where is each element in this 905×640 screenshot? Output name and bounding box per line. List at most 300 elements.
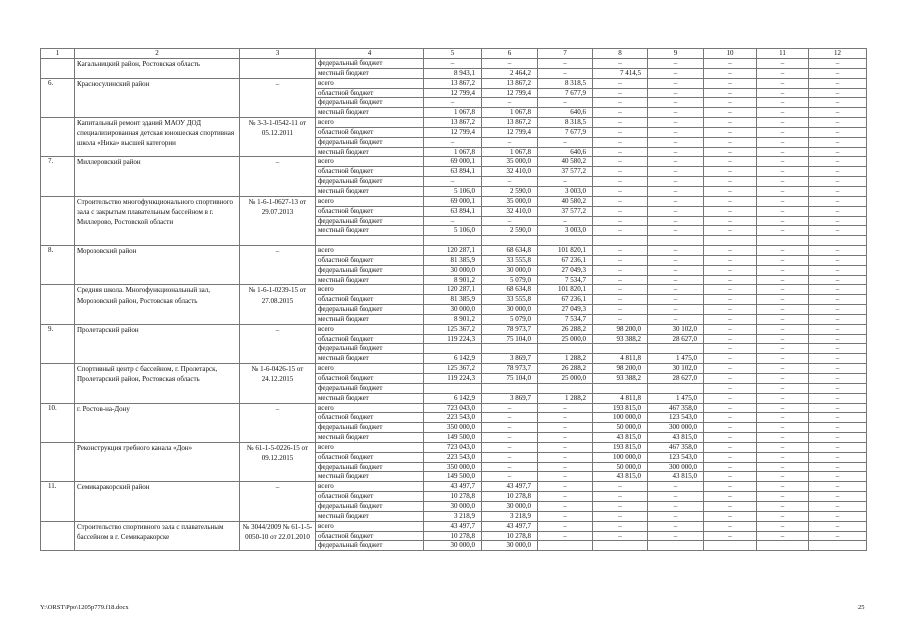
amount-cell: – <box>757 127 809 137</box>
amount-cell <box>593 236 648 246</box>
table-row <box>41 364 867 374</box>
amount-cell: 8 901,2 <box>424 275 482 285</box>
amount-cell: – <box>809 147 867 157</box>
amount-cell: – <box>757 216 809 226</box>
amount-cell: 3 218,9 <box>482 511 538 521</box>
amount-cell: 12 799,4 <box>424 88 482 98</box>
amount-cell <box>593 383 648 393</box>
amount-cell: – <box>809 137 867 147</box>
amount-cell: 13 867,2 <box>482 118 538 128</box>
amount-cell: – <box>538 98 593 108</box>
column-number-header: 12 <box>809 49 867 59</box>
amount-cell: – <box>809 285 867 295</box>
amount-cell: 5 079,0 <box>482 314 538 324</box>
amount-cell: – <box>757 334 809 344</box>
amount-cell: – <box>704 108 757 118</box>
amount-cell: 43 815,0 <box>648 472 704 482</box>
amount-cell: 223 543,0 <box>424 413 482 423</box>
amount-cell: – <box>809 334 867 344</box>
amount-cell: – <box>757 344 809 354</box>
amount-cell: – <box>648 59 704 69</box>
amount-cell: – <box>809 206 867 216</box>
budget-source-cell: областной бюджет <box>316 167 424 177</box>
amount-cell: – <box>482 452 538 462</box>
table-row <box>41 442 867 452</box>
object-name-cell: Строительство многофункционального спортивного зала с закрытым плавательным бассейном в г. Миллерово, Ростовской области <box>75 196 240 245</box>
amount-cell: – <box>809 472 867 482</box>
column-number-header: 6 <box>482 49 538 59</box>
amount-cell: 30 000,0 <box>424 541 482 551</box>
amount-cell: 68 634,8 <box>482 246 538 256</box>
amount-cell: – <box>809 501 867 511</box>
amount-cell: – <box>757 196 809 206</box>
item-number-cell <box>41 118 75 157</box>
amount-cell: – <box>757 511 809 521</box>
amount-cell: – <box>809 255 867 265</box>
amount-cell: – <box>704 501 757 511</box>
amount-cell: – <box>593 285 648 295</box>
amount-cell: – <box>704 423 757 433</box>
amount-cell: – <box>648 492 704 502</box>
amount-cell: – <box>648 68 704 78</box>
registration-number-cell: № 1-6-1-0239-15 от 27.08.2015 <box>240 285 316 324</box>
amount-cell: 33 555,8 <box>482 295 538 305</box>
amount-cell: – <box>593 531 648 541</box>
amount-cell: 8 901,2 <box>424 314 482 324</box>
table-row <box>41 246 867 256</box>
amount-cell: 30 102,0 <box>648 364 704 374</box>
amount-cell: – <box>704 442 757 452</box>
amount-cell: – <box>704 305 757 315</box>
amount-cell: – <box>593 167 648 177</box>
amount-cell: – <box>809 88 867 98</box>
amount-cell: 37 577,2 <box>538 167 593 177</box>
amount-cell: – <box>809 531 867 541</box>
amount-cell: – <box>757 108 809 118</box>
budget-source-cell: всего <box>316 196 424 206</box>
amount-cell: – <box>538 68 593 78</box>
amount-cell: – <box>704 482 757 492</box>
amount-cell: – <box>809 462 867 472</box>
amount-cell: – <box>704 511 757 521</box>
amount-cell: 10 278,8 <box>424 531 482 541</box>
amount-cell: 63 894,1 <box>424 206 482 216</box>
amount-cell: 26 288,2 <box>538 324 593 334</box>
budget-source-cell: местный бюджет <box>316 68 424 78</box>
amount-cell: 1 475,0 <box>648 354 704 364</box>
amount-cell: – <box>757 462 809 472</box>
amount-cell: – <box>809 393 867 403</box>
budget-source-cell: местный бюджет <box>316 226 424 236</box>
amount-cell: – <box>648 177 704 187</box>
amount-cell: – <box>757 88 809 98</box>
amount-cell: – <box>704 177 757 187</box>
amount-cell: 1 067,8 <box>424 147 482 157</box>
amount-cell: 63 894,1 <box>424 167 482 177</box>
amount-cell: 149 500,0 <box>424 472 482 482</box>
amount-cell: – <box>482 98 538 108</box>
amount-cell: – <box>593 511 648 521</box>
amount-cell <box>648 383 704 393</box>
amount-cell: 1 288,2 <box>538 354 593 364</box>
registration-number-cell: – <box>240 482 316 521</box>
amount-cell: – <box>809 216 867 226</box>
item-number-cell: 6. <box>41 78 75 117</box>
amount-cell: – <box>809 167 867 177</box>
amount-cell: – <box>757 442 809 452</box>
amount-cell: 5 079,0 <box>482 275 538 285</box>
amount-cell: 101 820,1 <box>538 246 593 256</box>
amount-cell: – <box>809 383 867 393</box>
amount-cell <box>424 236 482 246</box>
item-number-cell <box>41 442 75 481</box>
amount-cell: 350 000,0 <box>424 423 482 433</box>
amount-cell: 100 000,0 <box>593 452 648 462</box>
budget-source-cell: всего <box>316 521 424 531</box>
amount-cell: – <box>757 383 809 393</box>
budget-source-cell: всего <box>316 403 424 413</box>
amount-cell: – <box>809 186 867 196</box>
table-row <box>41 118 867 128</box>
amount-cell: – <box>593 216 648 226</box>
object-name-cell: Реконструкция гребного канала «Дон» <box>75 442 240 481</box>
amount-cell: – <box>424 216 482 226</box>
amount-cell: 75 104,0 <box>482 374 538 384</box>
amount-cell: 4 811,8 <box>593 393 648 403</box>
amount-cell: – <box>757 157 809 167</box>
amount-cell: – <box>538 433 593 443</box>
amount-cell: 123 543,0 <box>648 413 704 423</box>
amount-cell: – <box>424 98 482 108</box>
table-row <box>41 157 867 167</box>
registration-number-cell: – <box>240 157 316 196</box>
amount-cell: – <box>809 314 867 324</box>
budget-source-cell: федеральный бюджет <box>316 423 424 433</box>
amount-cell: 43 497,7 <box>424 482 482 492</box>
amount-cell: – <box>593 226 648 236</box>
budget-source-cell: областной бюджет <box>316 531 424 541</box>
amount-cell: 640,6 <box>538 147 593 157</box>
amount-cell: 193 815,0 <box>593 442 648 452</box>
amount-cell: – <box>593 501 648 511</box>
amount-cell: 467 358,0 <box>648 442 704 452</box>
item-number-cell: 9. <box>41 324 75 363</box>
amount-cell: – <box>593 255 648 265</box>
amount-cell: – <box>809 118 867 128</box>
amount-cell: – <box>648 196 704 206</box>
amount-cell: – <box>704 59 757 69</box>
object-name-cell: Морозовский район <box>75 246 240 285</box>
amount-cell: 68 634,8 <box>482 285 538 295</box>
amount-cell: – <box>809 246 867 256</box>
amount-cell: 93 388,2 <box>593 374 648 384</box>
amount-cell: – <box>757 137 809 147</box>
item-number-cell <box>41 285 75 324</box>
amount-cell: 10 278,8 <box>482 531 538 541</box>
amount-cell: 723 043,0 <box>424 442 482 452</box>
amount-cell: – <box>648 216 704 226</box>
amount-cell: – <box>704 137 757 147</box>
budget-source-cell: местный бюджет <box>316 314 424 324</box>
amount-cell: – <box>704 374 757 384</box>
amount-cell: – <box>538 216 593 226</box>
amount-cell: – <box>809 78 867 88</box>
amount-cell: – <box>538 482 593 492</box>
budget-source-cell: федеральный бюджет <box>316 541 424 551</box>
amount-cell: 223 543,0 <box>424 452 482 462</box>
amount-cell: – <box>757 78 809 88</box>
amount-cell: – <box>704 334 757 344</box>
budget-source-cell: местный бюджет <box>316 186 424 196</box>
amount-cell: – <box>648 531 704 541</box>
amount-cell: – <box>538 511 593 521</box>
amount-cell: – <box>757 364 809 374</box>
amount-cell: 50 000,0 <box>593 462 648 472</box>
amount-cell: – <box>757 186 809 196</box>
amount-cell <box>809 541 867 551</box>
amount-cell <box>424 383 482 393</box>
amount-cell: 125 367,2 <box>424 364 482 374</box>
budget-source-cell: всего <box>316 118 424 128</box>
amount-cell <box>538 236 593 246</box>
budget-source-cell: областной бюджет <box>316 492 424 502</box>
budget-source-cell: местный бюджет <box>316 433 424 443</box>
amount-cell: – <box>809 108 867 118</box>
amount-cell: – <box>538 423 593 433</box>
amount-cell: – <box>757 206 809 216</box>
amount-cell: – <box>757 147 809 157</box>
amount-cell: 13 867,2 <box>424 118 482 128</box>
amount-cell <box>648 541 704 551</box>
amount-cell: 40 580,2 <box>538 157 593 167</box>
budget-source-cell: федеральный бюджет <box>316 216 424 226</box>
amount-cell: 7 677,9 <box>538 127 593 137</box>
amount-cell: – <box>757 167 809 177</box>
amount-cell: – <box>593 521 648 531</box>
amount-cell: 30 000,0 <box>482 305 538 315</box>
amount-cell: – <box>538 413 593 423</box>
amount-cell: 119 224,3 <box>424 374 482 384</box>
amount-cell: – <box>757 531 809 541</box>
amount-cell: – <box>593 492 648 502</box>
amount-cell: – <box>704 403 757 413</box>
amount-cell: 10 278,8 <box>482 492 538 502</box>
amount-cell: 32 410,0 <box>482 206 538 216</box>
amount-cell: – <box>757 226 809 236</box>
amount-cell: – <box>482 472 538 482</box>
amount-cell: 43 815,0 <box>593 433 648 443</box>
amount-cell: – <box>809 59 867 69</box>
amount-cell: – <box>704 472 757 482</box>
amount-cell: 81 385,9 <box>424 295 482 305</box>
amount-cell: – <box>757 324 809 334</box>
budget-source-cell: всего <box>316 482 424 492</box>
amount-cell: 125 367,2 <box>424 324 482 334</box>
amount-cell <box>704 236 757 246</box>
amount-cell: – <box>809 68 867 78</box>
budget-table <box>40 48 867 551</box>
registration-number-cell: № 3044/2009 № 61-1-5-0050-10 от 22.01.2010 <box>240 521 316 551</box>
amount-cell: – <box>809 127 867 137</box>
amount-cell: – <box>593 295 648 305</box>
amount-cell: – <box>809 511 867 521</box>
amount-cell: – <box>648 255 704 265</box>
amount-cell: – <box>593 196 648 206</box>
amount-cell: 7 677,9 <box>538 88 593 98</box>
registration-number-cell: – <box>240 324 316 363</box>
registration-number-cell: № 1-6-0426-15 от 24.12.2015 <box>240 364 316 403</box>
amount-cell: – <box>593 98 648 108</box>
amount-cell: – <box>704 157 757 167</box>
amount-cell: – <box>593 482 648 492</box>
amount-cell: 93 388,2 <box>593 334 648 344</box>
amount-cell: 723 043,0 <box>424 403 482 413</box>
table-row <box>41 403 867 413</box>
amount-cell: – <box>648 118 704 128</box>
budget-source-cell: местный бюджет <box>316 147 424 157</box>
budget-source-cell <box>316 236 424 246</box>
table-row <box>41 59 867 69</box>
amount-cell: 101 820,1 <box>538 285 593 295</box>
budget-source-cell: всего <box>316 442 424 452</box>
registration-number-cell: – <box>240 78 316 117</box>
table-row <box>41 482 867 492</box>
amount-cell: – <box>482 137 538 147</box>
amount-cell: – <box>704 433 757 443</box>
amount-cell: – <box>648 98 704 108</box>
amount-cell: – <box>648 78 704 88</box>
amount-cell: – <box>704 226 757 236</box>
amount-cell: – <box>704 265 757 275</box>
budget-source-cell: всего <box>316 246 424 256</box>
amount-cell: – <box>704 344 757 354</box>
amount-cell: 1 475,0 <box>648 393 704 403</box>
amount-cell: – <box>757 98 809 108</box>
registration-number-cell: № 3-3-1-0542-11 от 05.12.2011 <box>240 118 316 157</box>
amount-cell: – <box>809 413 867 423</box>
amount-cell: – <box>648 295 704 305</box>
amount-cell: 30 000,0 <box>482 265 538 275</box>
budget-source-cell: местный бюджет <box>316 354 424 364</box>
amount-cell: – <box>593 127 648 137</box>
amount-cell: – <box>538 403 593 413</box>
amount-cell <box>482 236 538 246</box>
amount-cell: – <box>648 108 704 118</box>
amount-cell: – <box>648 265 704 275</box>
amount-cell: – <box>593 305 648 315</box>
amount-cell: – <box>757 275 809 285</box>
amount-cell <box>482 344 538 354</box>
amount-cell: 69 000,1 <box>424 196 482 206</box>
amount-cell: – <box>424 137 482 147</box>
amount-cell: – <box>538 462 593 472</box>
budget-source-cell: федеральный бюджет <box>316 98 424 108</box>
amount-cell: – <box>809 305 867 315</box>
object-name-cell: г. Ростов-на-Дону <box>75 403 240 442</box>
amount-cell: 300 000,0 <box>648 423 704 433</box>
amount-cell: – <box>757 285 809 295</box>
amount-cell: 43 497,7 <box>482 482 538 492</box>
amount-cell: – <box>704 492 757 502</box>
item-number-cell <box>41 521 75 551</box>
amount-cell: – <box>704 383 757 393</box>
amount-cell: – <box>757 413 809 423</box>
amount-cell: 67 236,1 <box>538 255 593 265</box>
amount-cell: – <box>757 482 809 492</box>
amount-cell: 30 102,0 <box>648 324 704 334</box>
amount-cell: – <box>757 501 809 511</box>
budget-source-cell: местный бюджет <box>316 275 424 285</box>
budget-source-cell: областной бюджет <box>316 255 424 265</box>
amount-cell: – <box>757 177 809 187</box>
amount-cell: – <box>704 521 757 531</box>
amount-cell: – <box>593 157 648 167</box>
amount-cell: – <box>757 403 809 413</box>
column-number-header: 10 <box>704 49 757 59</box>
item-number-cell <box>41 196 75 245</box>
amount-cell: – <box>593 118 648 128</box>
budget-source-cell: областной бюджет <box>316 413 424 423</box>
amount-cell: 5 106,0 <box>424 226 482 236</box>
amount-cell: 123 543,0 <box>648 452 704 462</box>
amount-cell: – <box>538 521 593 531</box>
object-name-cell: Красносулинский район <box>75 78 240 117</box>
amount-cell: 149 500,0 <box>424 433 482 443</box>
amount-cell: – <box>648 482 704 492</box>
amount-cell: – <box>809 275 867 285</box>
budget-source-cell: всего <box>316 285 424 295</box>
table-header-row <box>41 49 867 59</box>
amount-cell <box>538 383 593 393</box>
item-number-cell: 10. <box>41 403 75 442</box>
object-name-cell: Капитальный ремонт зданий МАОУ ДОД специализированная детская юношеская спортивная школа «Ника» высшей категории <box>75 118 240 157</box>
amount-cell: – <box>809 196 867 206</box>
amount-cell: 8 318,5 <box>538 78 593 88</box>
amount-cell: – <box>809 452 867 462</box>
amount-cell: 33 555,8 <box>482 255 538 265</box>
amount-cell: – <box>482 433 538 443</box>
amount-cell: 12 799,4 <box>482 127 538 137</box>
amount-cell: – <box>648 206 704 216</box>
amount-cell: 467 358,0 <box>648 403 704 413</box>
amount-cell: – <box>757 393 809 403</box>
amount-cell: – <box>593 177 648 187</box>
amount-cell: 30 000,0 <box>424 305 482 315</box>
amount-cell: – <box>593 108 648 118</box>
amount-cell: 1 067,8 <box>482 108 538 118</box>
amount-cell: – <box>593 246 648 256</box>
amount-cell: – <box>538 177 593 187</box>
object-name-cell: Пролетарский район <box>75 324 240 363</box>
amount-cell: 640,6 <box>538 108 593 118</box>
amount-cell: 8 318,5 <box>538 118 593 128</box>
amount-cell: – <box>648 127 704 137</box>
amount-cell: – <box>704 354 757 364</box>
budget-source-cell: федеральный бюджет <box>316 137 424 147</box>
amount-cell: – <box>648 314 704 324</box>
amount-cell: 8 943,1 <box>424 68 482 78</box>
amount-cell: – <box>593 265 648 275</box>
file-path-footer: Y:\ORST\Ppo\1205p779.f18.docx <box>40 604 129 611</box>
amount-cell: 27 049,3 <box>538 305 593 315</box>
amount-cell: – <box>757 521 809 531</box>
amount-cell: – <box>757 59 809 69</box>
amount-cell: – <box>757 68 809 78</box>
amount-cell: – <box>538 442 593 452</box>
amount-cell: 27 049,3 <box>538 265 593 275</box>
amount-cell: 1 067,8 <box>424 108 482 118</box>
amount-cell: – <box>704 413 757 423</box>
